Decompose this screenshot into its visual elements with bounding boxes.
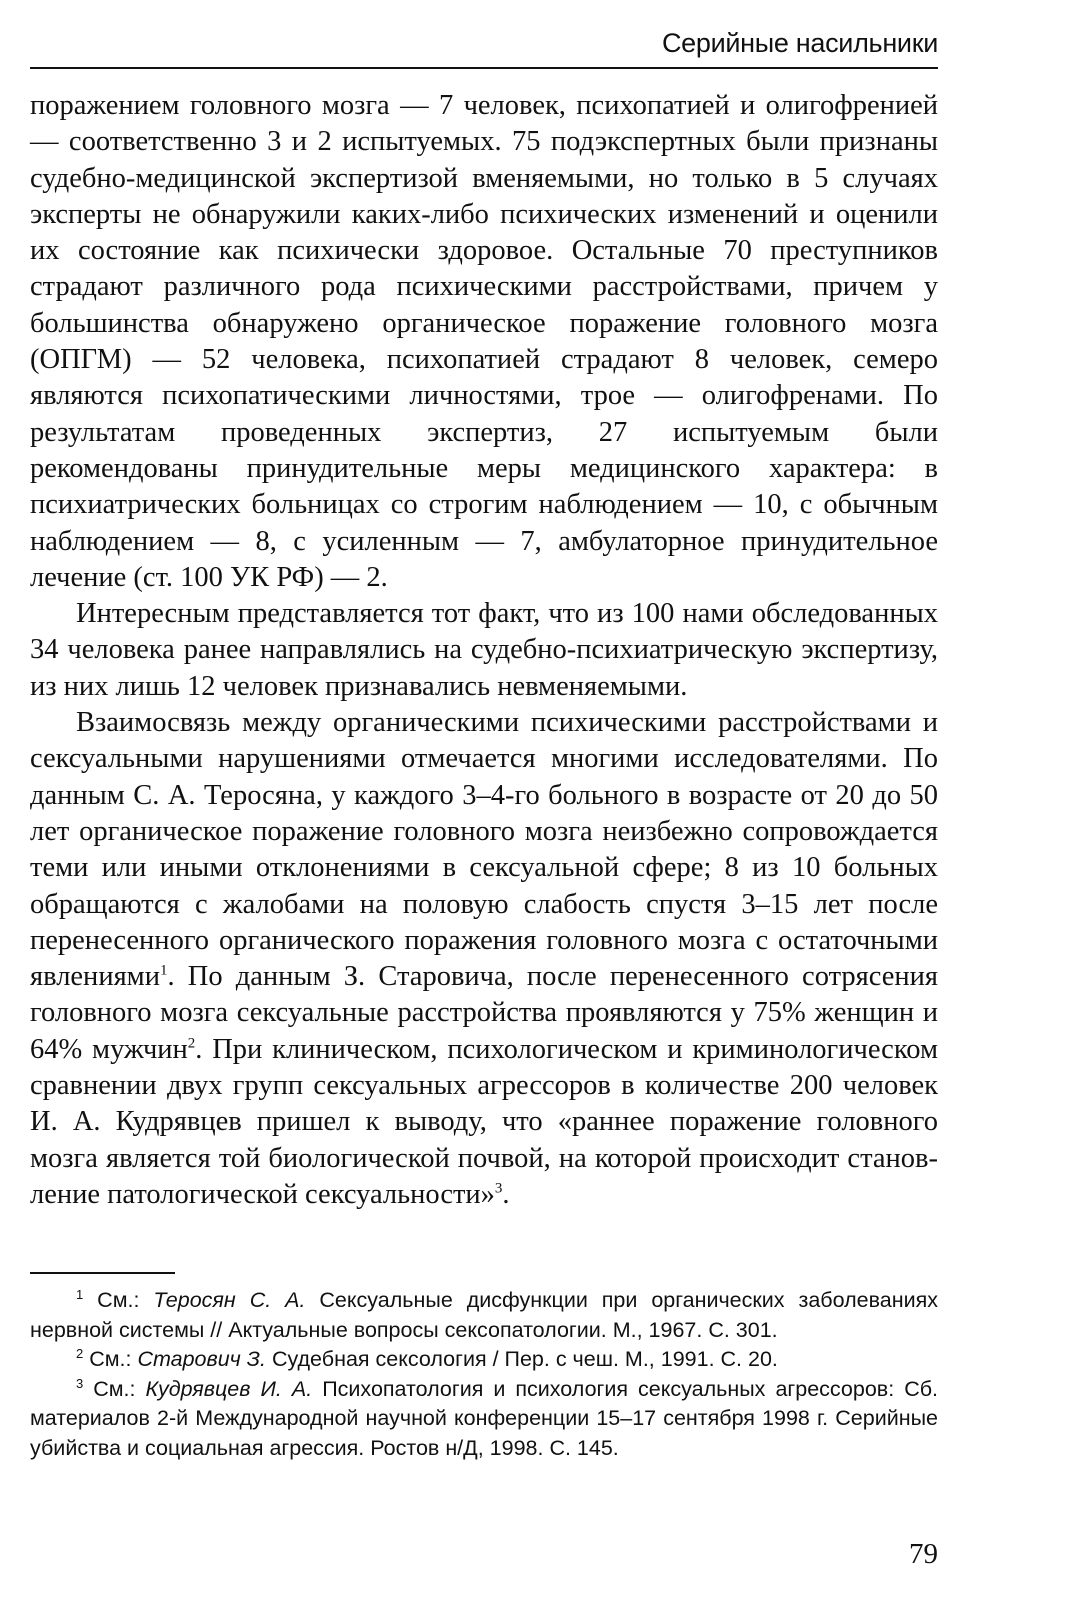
footnote-3-number: 3 xyxy=(76,1375,84,1391)
footnote-ref-3[interactable]: 3 xyxy=(494,1180,503,1197)
paragraph-3 xyxy=(30,705,938,1213)
paragraph-3-text-part-4: . xyxy=(502,1178,510,1210)
footnotes xyxy=(30,1286,938,1463)
footnote-2-text: Судебная сексология / Пер. с чеш. М., 1991. С. 20. xyxy=(265,1347,778,1371)
footnote-2-number: 2 xyxy=(76,1345,84,1361)
paragraph-1-text: поражением головного мозга — 7 человек, психопатией и олигофренией — соответственно 3 и 2 испытуемых. 75 подэкспертных были признаны судебно-медицинской экспертизой вменяемыми, но только в 5 случаях эксперты не обнаружили каких-либо психических изменений и оценили их состояние как психически здоровое. Остальные 70 преступников страдают различного рода психическими расстройствами, причем у большинства обнаружено органическое поражение головного мозга (ОПГМ) — 52 человека, психопатией страдают 8 человек, семеро являются психопатическими личностями, трое — олигофренами. По результатам проведенных экспертиз, 27 испытуемым были рекомендованы принудительные меры медицинского характера: в психиатрических больницах со строгим наблюдением — 10, с обычным наблюдением — 8, с усиленным — 7, амбулаторное принудительное лечение (ст. 100 УК РФ) — 2. xyxy=(30,90,938,593)
paragraph-1 xyxy=(30,88,938,596)
footnote-2 xyxy=(30,1345,938,1375)
footnote-1 xyxy=(30,1286,938,1345)
paragraph-3-text-part-2: . По данным З. Старовича, после перенесенного сотрясения головного мозга сексуальные расстройства проявляются у 75% женщин и 64% мужчин xyxy=(30,961,938,1065)
paragraph-2 xyxy=(30,596,938,705)
footnote-rule xyxy=(30,1272,175,1274)
footnote-ref-2[interactable]: 2 xyxy=(187,1035,196,1052)
paragraph-3-text-part-3: . При клиническом, психологическом и криминологическом сравнении двух групп сексуальных агрессоров в количестве 200 человек И. А. Кудрявцев пришел к выводу, что «раннее поражение головного мозга является той биологической почвой, на которой происходит становление патологической сексуальности» xyxy=(30,1033,938,1210)
page-number: 79 xyxy=(909,1538,938,1570)
footnote-2-prefix: См.: xyxy=(83,1347,138,1371)
footnote-1-text: Сексуальные дисфункции при органических заболеваниях нервной системы // Актуальные вопросы сексопатологии. М., 1967. С. 301. xyxy=(30,1288,939,1342)
footnote-1-number: 1 xyxy=(76,1286,84,1302)
footnote-2-author: Старович З. xyxy=(137,1347,266,1371)
footnote-1-prefix: См.: xyxy=(83,1288,154,1312)
running-header: Серийные насильники xyxy=(661,28,938,58)
footnote-3-prefix: См.: xyxy=(83,1376,146,1401)
footnote-3-text: Психопатология и психология сексуальных агрессоров: Сб. материалов 2-й Международной научной конференции 15–17 сентября 1998 г. Серийные убийства и социальная агрессия. Ростов н/Д, 1998. С. 145. xyxy=(30,1376,939,1460)
paragraph-2-text: Интересным представляется тот факт, что из 100 нами обследованных 34 человека ранее направлялись на судебно-психиатрическую экспертизу, из них лишь 12 человек признавались невменяемыми. xyxy=(30,598,938,702)
paragraph-3-text-part-1: Взаимосвязь между органическими психическими расстройствами и сексуальными нарушениями отмечается многими исследователями. По данным С. А. Теросяна, у каждого 3–4-го больного в возрасте от 20 до 50 лет органическое поражение головного мозга неизбежно сопровождается теми или иными отклонениями в сексуальной сфере; 8 из 10 больных обращаются с жалобами на половую слабость спустя 3–15 лет после перенесенного органического поражения головного мозга с остаточными явлениями xyxy=(30,707,938,993)
footnote-3 xyxy=(30,1375,938,1464)
footnote-1-author: Теросян С. А. xyxy=(153,1288,306,1312)
header-rule xyxy=(30,67,938,69)
book-page xyxy=(30,0,938,1600)
footnote-3-author: Кудрявцев И. А. xyxy=(145,1376,313,1401)
footnote-ref-1[interactable]: 1 xyxy=(159,962,168,979)
body-text xyxy=(30,88,938,1213)
